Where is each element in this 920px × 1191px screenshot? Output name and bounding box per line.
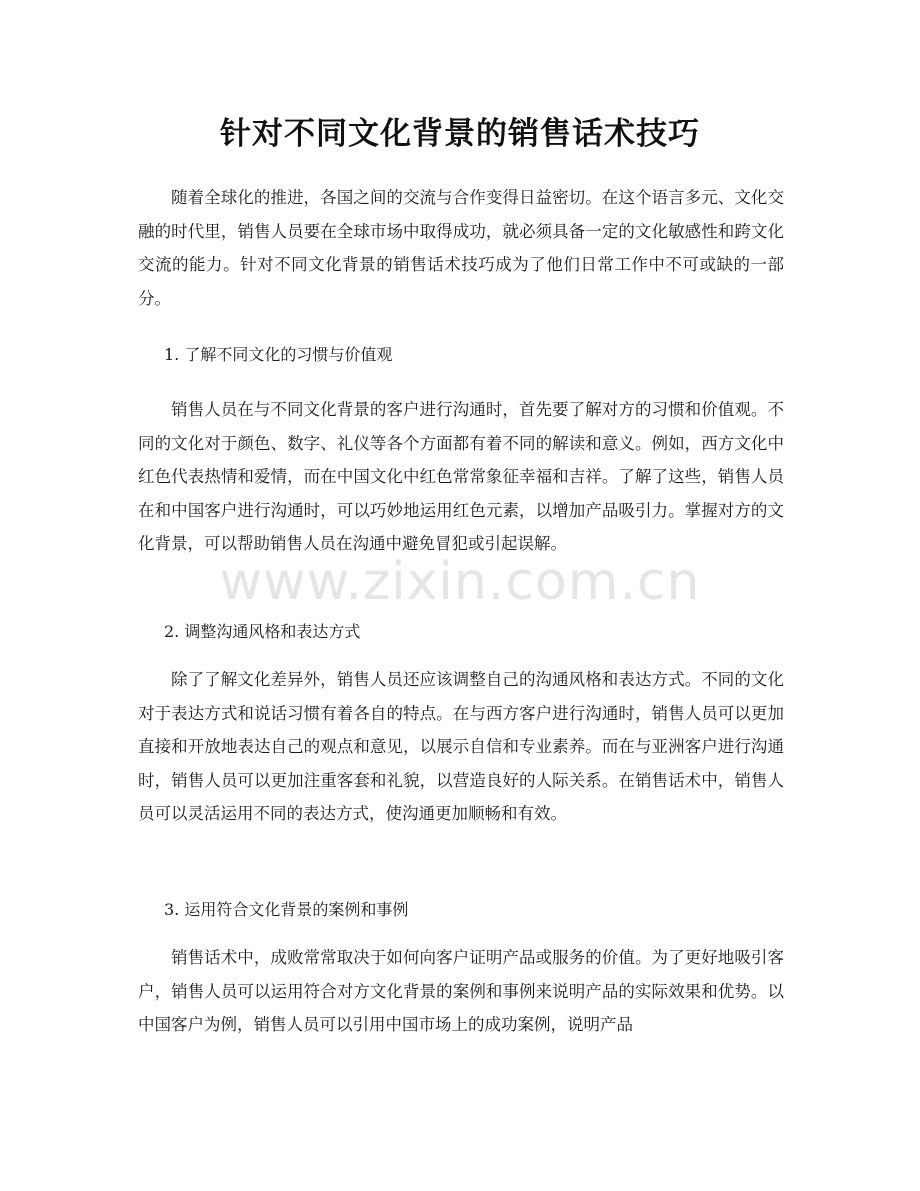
section-heading: 3. 运用符合文化背景的案例和事例 — [164, 900, 409, 919]
section-1 — [138, 338, 784, 372]
section-paragraph: 销售人员在与不同文化背景的客户进行沟通时，首先要了解对方的习惯和价值观。不同的文化对于颜色、数字、礼仪等各个方面都有着不同的解读和意义。例如，西方文化中红色代表热情和爱情，而在中国文化中红色常常象征幸福和吉祥。了解了这些，销售人员在和中国客户进行沟通时，可以巧妙地运用红色元素，以增加产品吸引力。掌握对方的文化背景，可以帮助销售人员在沟通中避免冒犯或引起误解。 — [138, 400, 784, 554]
section-3 — [138, 893, 784, 927]
section-paragraph: 除了了解文化差异外，销售人员还应该调整自己的沟通风格和表达方式。不同的文化对于表达方式和说话习惯有着各自的特点。在与西方客户进行沟通时，销售人员可以更加直接和开放地表达自己的观点和意见，以展示自信和专业素养。而在与亚洲客户进行沟通时，销售人员可以更加注重客套和礼貌，以营造良好的人际关系。在销售话术中，销售人员可以灵活运用不同的表达方式，使沟通更加顺畅和有效。 — [138, 670, 784, 824]
intro-block — [138, 181, 784, 315]
watermark-text: www.zixin.com.cn — [219, 552, 701, 612]
section-2-body — [138, 663, 784, 831]
section-paragraph: 销售话术中，成败常常取决于如何向客户证明产品或服务的价值。为了更好地吸引客户，销售人员可以运用符合对方文化背景的案例和事例来说明产品的实际效果和优势。以中国客户为例，销售人员可以引用中国市场上的成功案例，说明产品 — [138, 948, 784, 1035]
intro-paragraph: 随着全球化的推进，各国之间的交流与合作变得日益密切。在这个语言多元、文化交融的时代里，销售人员要在全球市场中取得成功，就必须具备一定的文化敏感性和跨文化交流的能力。针对不同文化背景的销售话术技巧成为了他们日常工作中不可或缺的一部分。 — [138, 188, 784, 308]
section-2 — [138, 615, 784, 649]
document-title: 针对不同文化背景的销售话术技巧 — [220, 116, 700, 152]
section-1-body — [138, 393, 784, 561]
section-heading: 1. 了解不同文化的习惯与价值观 — [164, 345, 393, 364]
section-heading: 2. 调整沟通风格和表达方式 — [164, 622, 361, 641]
section-3-body — [138, 941, 784, 1042]
